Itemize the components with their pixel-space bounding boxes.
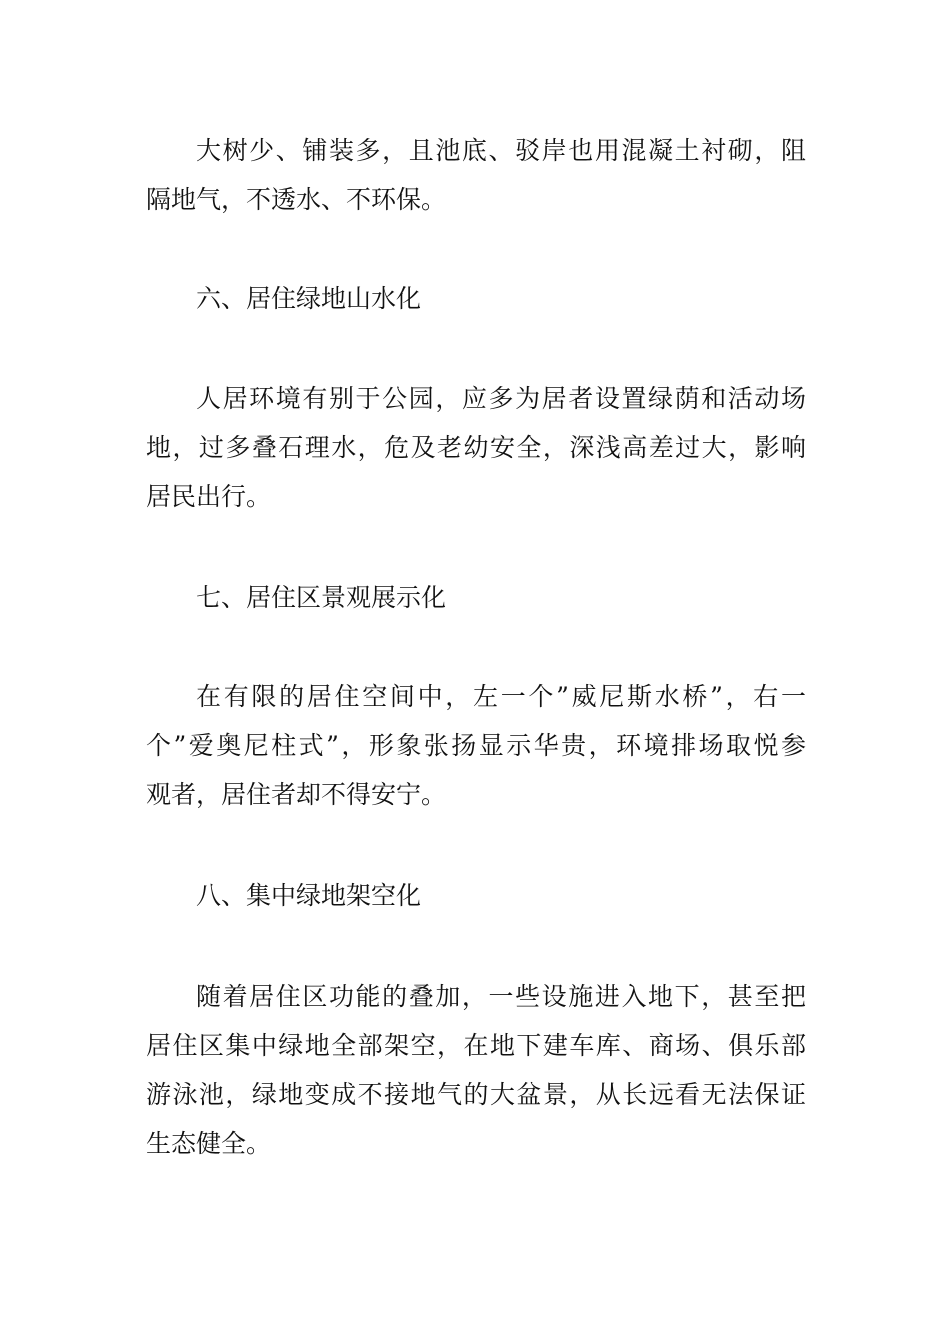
paragraph-landscape-display [146, 672, 806, 819]
paragraph-line: 人居环境有别于公园，应多为居者设置绿荫和活动场 [196, 384, 806, 413]
heading-six [146, 274, 806, 323]
paragraph-line: 游泳池，绿地变成不接地气的大盆景，从长远看无法保证 [146, 1080, 806, 1109]
paragraph-line: 在有限的居住空间中，左一个”威尼斯水桥”，右一 [196, 682, 806, 711]
paragraph-pavement [146, 126, 806, 224]
paragraph-line: 隔地气，不透水、不环保。 [146, 185, 447, 214]
paragraph-line: 观者，居住者却不得安宁。 [146, 780, 447, 809]
heading-seven [146, 573, 806, 622]
section-heading: 六、居住绿地山水化 [196, 284, 422, 313]
paragraph-line: 大树少、铺装多，且池底、驳岸也用混凝土衬砌，阻 [196, 136, 806, 165]
paragraph-line: 居民出行。 [146, 482, 272, 511]
heading-eight [146, 871, 806, 920]
paragraph-living-environment [146, 374, 806, 521]
section-heading: 七、居住区景观展示化 [196, 583, 447, 612]
paragraph-line: 随着居住区功能的叠加，一些设施进入地下，甚至把 [196, 982, 806, 1011]
section-heading: 八、集中绿地架空化 [196, 881, 422, 910]
paragraph-line: 生态健全。 [146, 1129, 272, 1158]
paragraph-line: 居住区集中绿地全部架空，在地下建车库、商场、俱乐部 [146, 1031, 806, 1060]
paragraph-elevated-green [146, 972, 806, 1168]
paragraph-line: 个”爱奥尼柱式”，形象张扬显示华贵，环境排场取悦参 [146, 731, 806, 760]
paragraph-line: 地，过多叠石理水，危及老幼安全，深浅高差过大，影响 [146, 433, 806, 462]
